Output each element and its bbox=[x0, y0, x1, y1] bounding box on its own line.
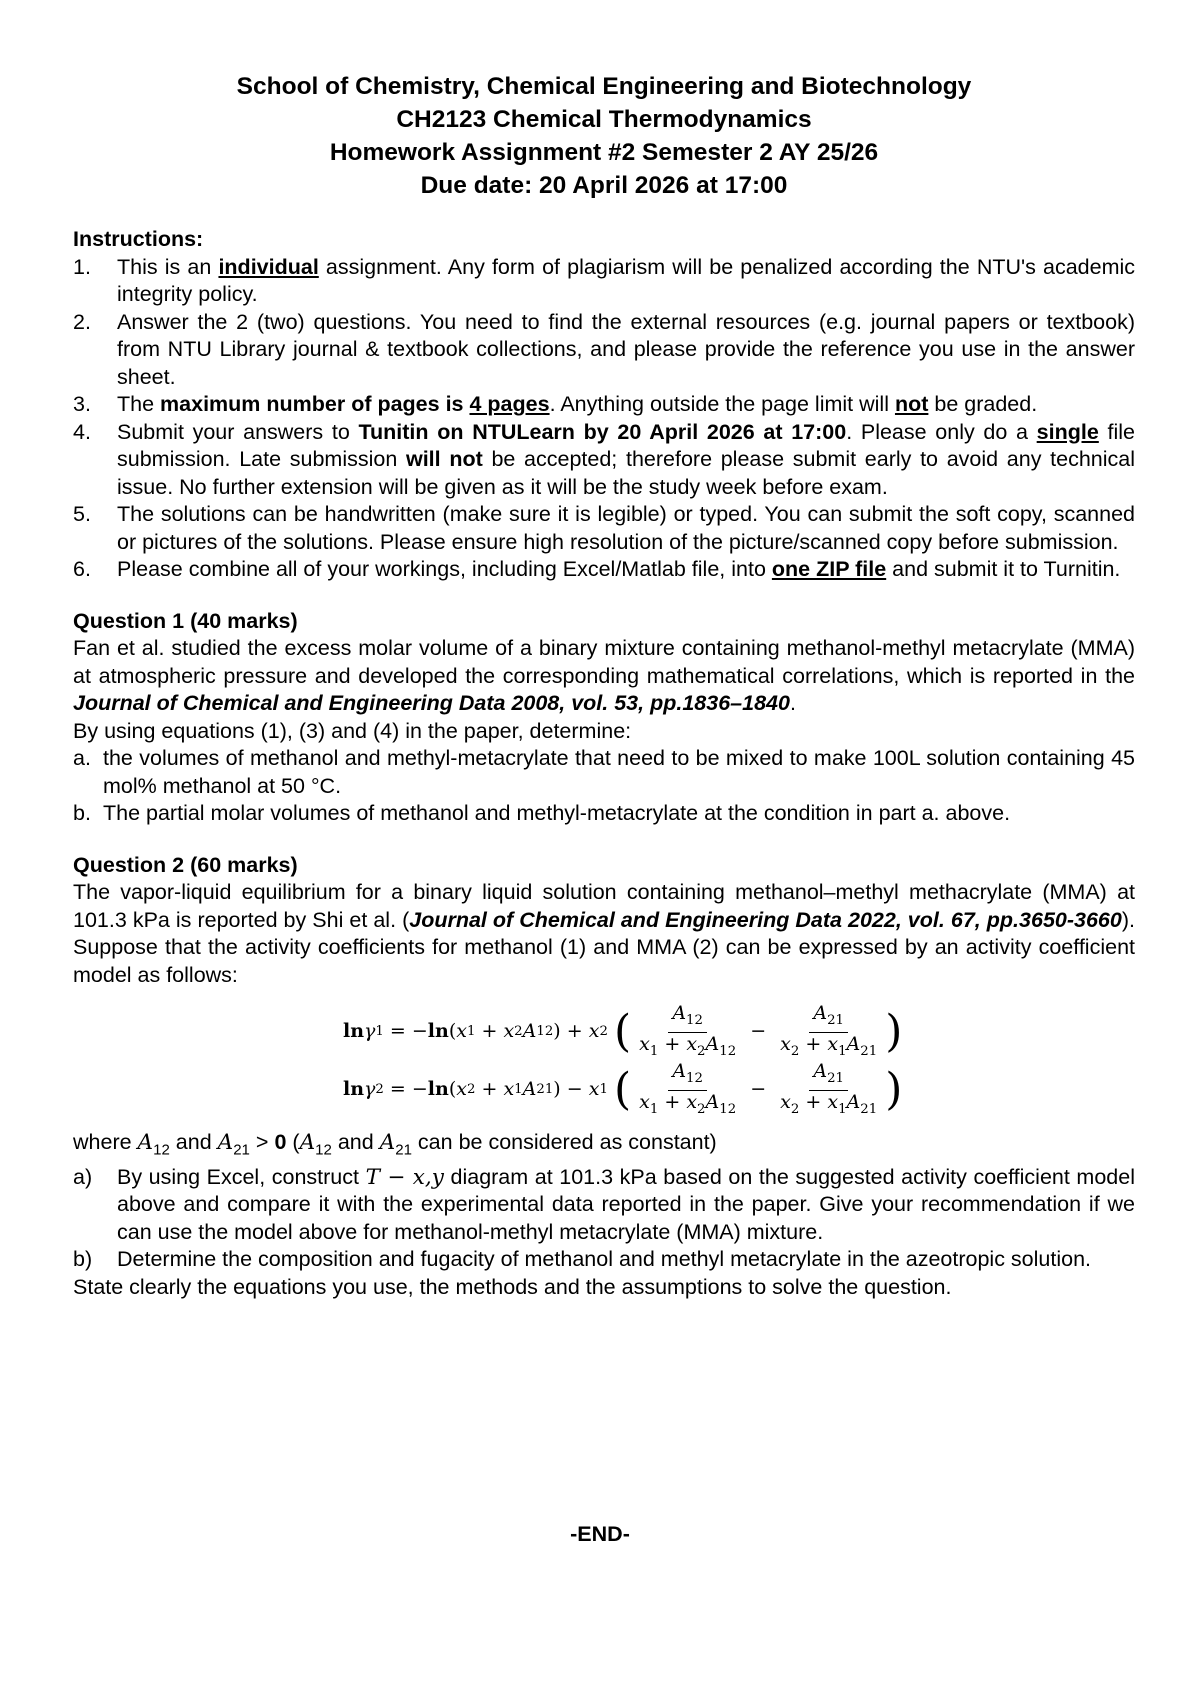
header-assignment: Homework Assignment #2 Semester 2 AY 25/26 bbox=[329, 139, 879, 166]
spacer bbox=[73, 828, 1135, 852]
instruction-item-3 bbox=[73, 391, 1135, 419]
emphasis-text: Tunitin on NTULearn by 20 April 2026 at 17:00 bbox=[358, 419, 847, 444]
question-2-part-b bbox=[73, 1246, 1135, 1274]
instruction-item-1 bbox=[73, 254, 1135, 309]
instruction-text: be accepted; therefore please submit early to avoid any technical issue. No further extension will be given as it will be the study week before exam. bbox=[117, 447, 1135, 499]
instruction-number: 1. bbox=[73, 254, 91, 279]
emphasis-text: single bbox=[1036, 419, 1099, 444]
body-text: and bbox=[331, 1130, 380, 1154]
emphasis-text: one ZIP file bbox=[771, 557, 887, 581]
instruction-text: assignment. Any form of plagiarism will be penalized according the NTU's academic integrity policy. bbox=[117, 254, 1136, 306]
instruction-number: 5. bbox=[73, 502, 91, 526]
header-course: CH2123 Chemical Thermodynamics bbox=[396, 106, 812, 133]
part-label: a) bbox=[73, 1164, 93, 1189]
question-1-intro bbox=[73, 635, 1135, 718]
emphasis-text: will not bbox=[405, 447, 483, 471]
instructions-list bbox=[73, 254, 1135, 584]
instruction-number: 6. bbox=[73, 557, 91, 581]
question-1-instruction: By using equations (1), (3) and (4) in the paper, determine: bbox=[73, 718, 632, 743]
equation-ln-gamma-1: ln γ 1 = − ln ( x 1 + x 2 A 12 ) + x 2 ( $\frac{A_{12}}{x_1 + x_2A_{12}}$ − $\frac{A_{21}}{x_2 + x_1A_{21}}$ ) bbox=[343, 1001, 903, 1059]
body-text: Fan et al. studied the excess molar volume of a binary mixture containing methanol-methyl metacrylate (MMA) at atmospheric pressure and developed the corresponding mathematical correlations, which is reported in the bbox=[73, 636, 1135, 688]
body-text: and bbox=[169, 1130, 218, 1154]
question-2-where-clause: where $A_{12}$ and $A_{21} > 0$ ($A_{12}$ and $A_{21}$ can be considered as constant) bbox=[73, 1130, 717, 1159]
part-text: By using Excel, construct bbox=[117, 1164, 366, 1189]
emphasis-text: not bbox=[894, 392, 929, 416]
document-page bbox=[73, 70, 1135, 1301]
question-1-part-b bbox=[73, 800, 1135, 828]
question-2-title: Question 2 (60 marks) bbox=[73, 852, 298, 877]
body-text: can be considered as constant) bbox=[411, 1130, 717, 1154]
instruction-text: file submission. Late submission bbox=[117, 419, 1135, 471]
part-text: The partial molar volumes of methanol and methyl-metacrylate at the condition in part a. above. bbox=[103, 801, 1011, 825]
part-text: the volumes of methanol and methyl-metacrylate that need to be mixed to make 100L solution containing 45 mol% methanol at 50 °C. bbox=[103, 746, 1135, 798]
header-school: School of Chemistry, Chemical Engineering and Biotechnology bbox=[236, 73, 972, 100]
journal-reference: Journal of Chemical and Engineering Data 2008, vol. 53, pp.1836–1840 bbox=[73, 691, 790, 715]
spacer bbox=[73, 202, 1135, 226]
body-text: . bbox=[789, 691, 796, 715]
instruction-text: Please combine all of your workings, including Excel/Matlab file, into bbox=[117, 557, 772, 581]
part-text: Determine the composition and fugacity of methanol and methyl metacrylate in the azeotropic solution. bbox=[117, 1247, 1091, 1272]
instruction-text: . Please only do a bbox=[846, 419, 1037, 444]
spacer bbox=[73, 584, 1135, 608]
activity-coefficient-equations bbox=[343, 1003, 1135, 1119]
instruction-number: 2. bbox=[73, 309, 91, 334]
instruction-number: 4. bbox=[73, 419, 91, 444]
body-text: The vapor-liquid equilibrium for a binary liquid solution containing methanol–methyl methacrylate (MMA) at 101.3 kPa is reported by Shi et al. ( bbox=[73, 880, 1135, 932]
question-1-part-a bbox=[73, 745, 1135, 800]
question-2-intro bbox=[73, 879, 1135, 989]
emphasis-text: 4 pages bbox=[469, 392, 550, 416]
instruction-item-2 bbox=[73, 309, 1135, 392]
instruction-text: be graded. bbox=[928, 392, 1038, 416]
body-text: ). Suppose that the activity coefficients for methanol (1) and MMA (2) can be expressed by an activity coefficient model as follows: bbox=[73, 907, 1135, 987]
body-text: where bbox=[73, 1130, 138, 1154]
instruction-text: Submit your answers to bbox=[117, 419, 359, 444]
part-label: b) bbox=[73, 1247, 93, 1272]
instruction-text: The bbox=[117, 392, 161, 416]
instruction-item-5 bbox=[73, 501, 1135, 556]
body-text: ( bbox=[286, 1130, 300, 1154]
equation-ln-gamma-2: ln γ 2 = − ln ( x 2 + x 1 A 21 ) − x 1 ( $\frac{A_{12}}{x_1 + x_2A_{12}}$ − $\frac{A_{21}}{x_2 + x_1A_{21}}$ ) bbox=[343, 1059, 903, 1117]
question-1-title: Question 1 (40 marks) bbox=[73, 608, 298, 633]
instruction-number: 3. bbox=[73, 392, 91, 416]
instructions-title: Instructions: bbox=[73, 227, 204, 251]
instruction-text: The solutions can be handwritten (make sure it is legible) or typed. You can submit the soft copy, scanned or pictures of the solutions. Please ensure high resolution of the picture/scanned copy before submission. bbox=[117, 502, 1135, 554]
part-label: a. bbox=[73, 746, 91, 770]
header-due-date: Due date: 20 April 2026 at 17:00 bbox=[420, 172, 788, 199]
end-marker: -END- bbox=[570, 1522, 630, 1546]
instruction-text: This is an bbox=[117, 254, 219, 279]
question-2-part-a: a) By using Excel, construct T − x,y diagram at 101.3 kPa based on the suggested activity coefficient model above and compare it with the experimental data reported in the paper. Give your recommendation if we can use the model above for methanol-methyl metacrylate (MMA) mixture. bbox=[73, 1164, 1135, 1244]
emphasis-text: maximum number of pages is bbox=[160, 392, 470, 416]
instruction-text: . Anything outside the page limit will bbox=[549, 392, 895, 416]
journal-reference: Journal of Chemical and Engineering Data 2022, vol. 67, pp.3650-3660 bbox=[409, 907, 1122, 932]
part-label: b. bbox=[73, 801, 91, 825]
instruction-text: Answer the 2 (two) questions. You need to find the external resources (e.g. journal papers or textbook) from NTU Library journal & textbook collections, and please provide the reference you use in the answer sheet. bbox=[117, 309, 1135, 389]
instruction-item-4 bbox=[73, 419, 1135, 502]
part-text: diagram at 101.3 kPa based on the suggested activity coefficient model above and compare it with the experimental data reported in the paper. Give your recommendation if we can use the model above for methanol-methyl metacrylate (MMA) mixture. bbox=[117, 1164, 1135, 1244]
emphasis-text: individual bbox=[218, 254, 319, 279]
instruction-text: and submit it to Turnitin. bbox=[886, 557, 1121, 581]
question-2-closing: State clearly the equations you use, the methods and the assumptions to solve the question. bbox=[73, 1274, 952, 1299]
instruction-item-6 bbox=[73, 556, 1135, 584]
